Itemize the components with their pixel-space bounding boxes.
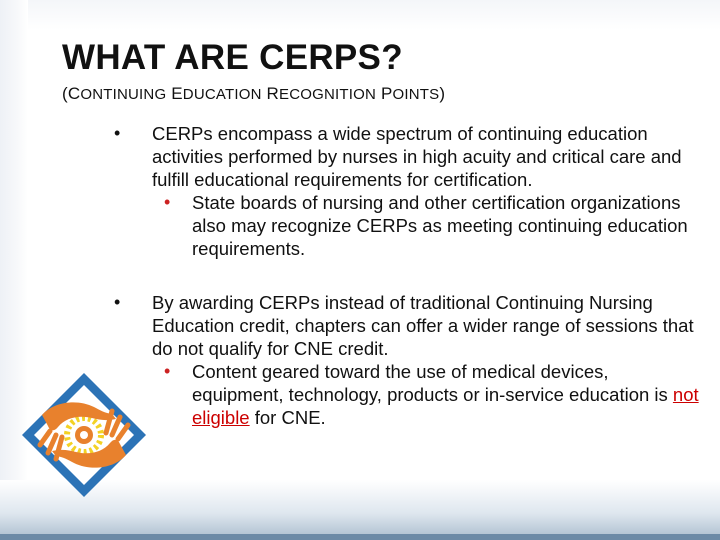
slide-subtitle [62,84,445,104]
sub-bullet-text: State boards of nursing and other certification organizations also may recognize CERPs as meeting continuing education requirements. [192,192,688,259]
bottom-line [0,534,720,540]
sub-bullet-dot: • [164,361,171,381]
sub-bullet-text: Content geared toward the use of medical devices, equipment, technology, products or in-service education is [192,361,673,405]
subtitle-part: ONTINUING [80,86,167,103]
bullet-text: By awarding CERPs instead of traditional Continuing Nursing Education credit, chapters can offer a wider range of sessions that do not qualify for CNE credit. [152,292,694,359]
subtitle-part: (C [62,84,81,103]
top-band [0,0,720,30]
bullet-text: CERPs encompass a wide spectrum of continuing education activities performed by nurses in high acuity and critical care and fulfill educational requirements for certification. [152,123,682,190]
subtitle-part: DUCATION [182,86,262,103]
sub-bullet-item [152,360,700,429]
subtitle-part: ) [439,84,446,103]
hands-diamond-logo [20,371,148,499]
slide-title: WHAT ARE CERPS? [62,38,403,77]
bullet-item [100,122,700,260]
subtitle-part: ECOGNITION [279,86,377,103]
not-eligible-highlight: not eligible [192,384,699,428]
subtitle-part: R [261,84,280,103]
subtitle-part: OINTS [392,86,440,103]
sub-bullet-dot: • [164,192,171,212]
subtitle-part: E [166,84,183,103]
bullet-list [100,122,700,460]
bullet-dot: • [114,123,121,143]
subtitle-part: P [376,84,393,103]
bullet-dot: • [114,292,121,312]
sub-bullet-text-end: for CNE. [249,407,326,428]
bullet-item [100,291,700,429]
sub-bullet-item [152,191,700,260]
